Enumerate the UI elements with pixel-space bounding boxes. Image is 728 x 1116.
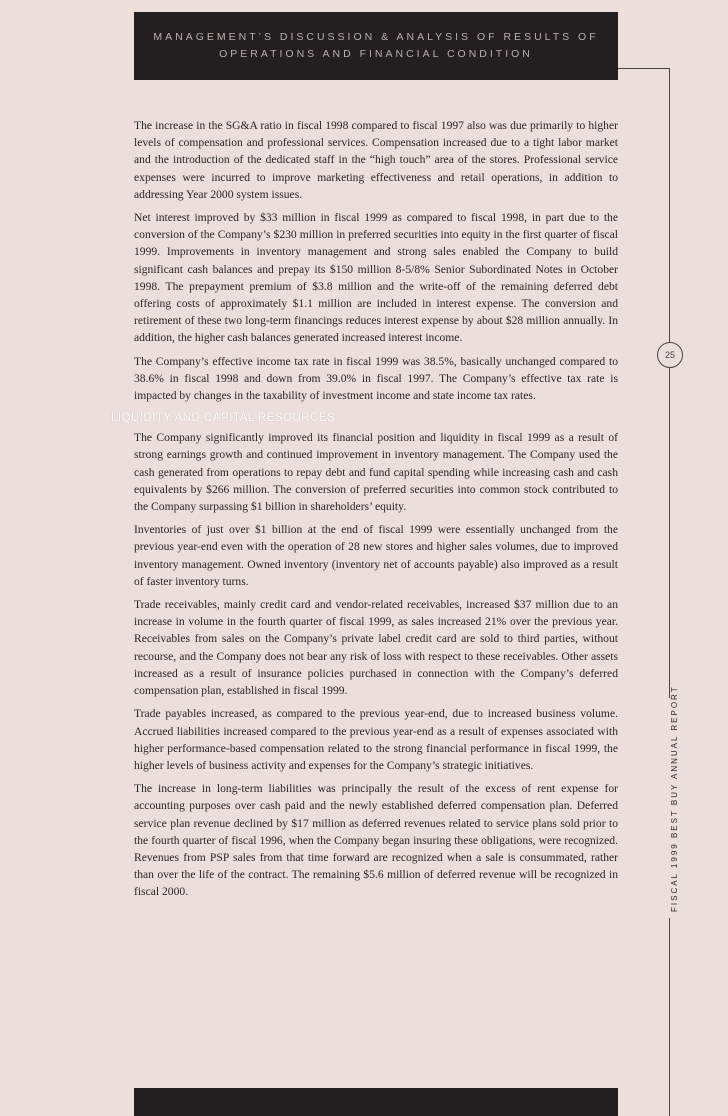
body-text [111, 117, 618, 907]
margin-rule-lower [669, 918, 670, 1116]
paragraph-long-term-liabilities: The increase in long-term liabilities was principally the result of the excess of rent expense for accounting purposes over cash paid and the newly established deferred compensation plan. Deferred service plan revenue declined by $17 million as deferred revenues related to service plans sold prior to the fourth quarter of fiscal 1996, when the Company began insuring these obligations, were recognized. Revenues from PSP sales from that time forward are recognized when a sale is consummated, rather than over the life of the contract. The remaining $5.6 million of deferred revenue will be recognized in fiscal 2000. [134, 782, 618, 899]
header-title-line-2: OPERATIONS AND FINANCIAL CONDITION [219, 48, 533, 60]
paragraph-trade-payables: Trade payables increased, as compared to the previous year-end, due to increased business volume. Accrued liabilities increased compared to the previous year-end as a result of expenses associated with higher performance-based compensation related to the strong financial performance in fiscal 1999, the higher levels of business activity and expenses for the Company’s strategic initiatives. [134, 707, 618, 772]
header-connector-line [618, 68, 670, 69]
paragraph-inventories: Inventories of just over $1 billion at the end of fiscal 1999 were essentially unchanged from the previous year-end even with the operation of 28 new stores and higher sales volumes, due to improved inventory management. Owned inventory (inventory net of accounts payable) also improved as a result of faster inventory turns. [134, 523, 618, 588]
margin-rule-upper [669, 68, 670, 342]
paragraph-sga-ratio: The increase in the SG&A ratio in fiscal 1998 compared to fiscal 1997 also was due primarily to higher levels of compensation and professional services. Compensation increased due to a tight labor market and the introduction of the dedicated staff in the “high touch” area of the stores. Professional service expenses were incurred to improve marketing effectiveness and retail operations, in addition to addressing Year 2000 system issues. [134, 119, 618, 201]
paragraph-net-interest: Net interest improved by $33 million in fiscal 1999 as compared to fiscal 1998, in part due to the conversion of the Company’s $230 million in preferred securities into equity in the first quarter of fiscal 1999. Improvements in inventory management and strong sales enabled the Company to build significant cash balances and prepay its $150 million 8-5/8% Senior Subordinated Notes in October 1998. The prepayment premium of $3.8 million and the write-off of the remaining deferred debt offering costs of approximately $1.1 million are included in interest expense. The conversion and retirement of these two long-term financings reduces interest expense by about $28 million annually. In addition, the higher cash balances generated increased interest income. [134, 211, 618, 345]
side-report-label: FISCAL 1999 BEST BUY ANNUAL REPORT [670, 685, 679, 912]
header-title-line-1: MANAGEMENT’S DISCUSSION & ANALYSIS OF RESULTS OF [153, 31, 599, 43]
margin-rule-middle [669, 368, 670, 698]
paragraph-trade-receivables: Trade receivables, mainly credit card and vendor-related receivables, increased $37 million due to an increase in volume in the fourth quarter of fiscal 1999, as sales increased 21% over the previous year. Receivables from sales on the Company’s private label credit card are sold to third parties, without recourse, and the Company does not bear any risk of loss with respect to these receivables. Other assets increased as a result of insurance policies purchased in connection with the Company’s deferred compensation plan, established in fiscal 1999. [134, 598, 618, 698]
paragraph-income-tax: The Company’s effective income tax rate in fiscal 1999 was 38.5%, basically unchanged compared to 38.6% in fiscal 1998 and down from 39.0% in fiscal 1997. The Company’s effective tax rate is impacted by changes in the taxability of investment income and state income tax rates. [134, 354, 618, 403]
page-header [134, 12, 618, 80]
page-footer-bar [134, 1088, 618, 1116]
section-heading-liquidity: LIQUIDITY AND CAPITAL RESOURCES [111, 410, 618, 427]
page-number: 25 [664, 350, 675, 360]
paragraph-financial-position: The Company significantly improved its financial position and liquidity in fiscal 1999 as a result of strong earnings growth and continued improvement in inventory management. The Company used the cash generated from operations to repay debt and fund capital spending while increasing cash and cash equivalents by $266 million. The conversion of preferred securities into common stock contributed to the Company surpassing $1 billion in shareholders’ equity. [134, 431, 618, 514]
page-number-badge [657, 342, 683, 368]
